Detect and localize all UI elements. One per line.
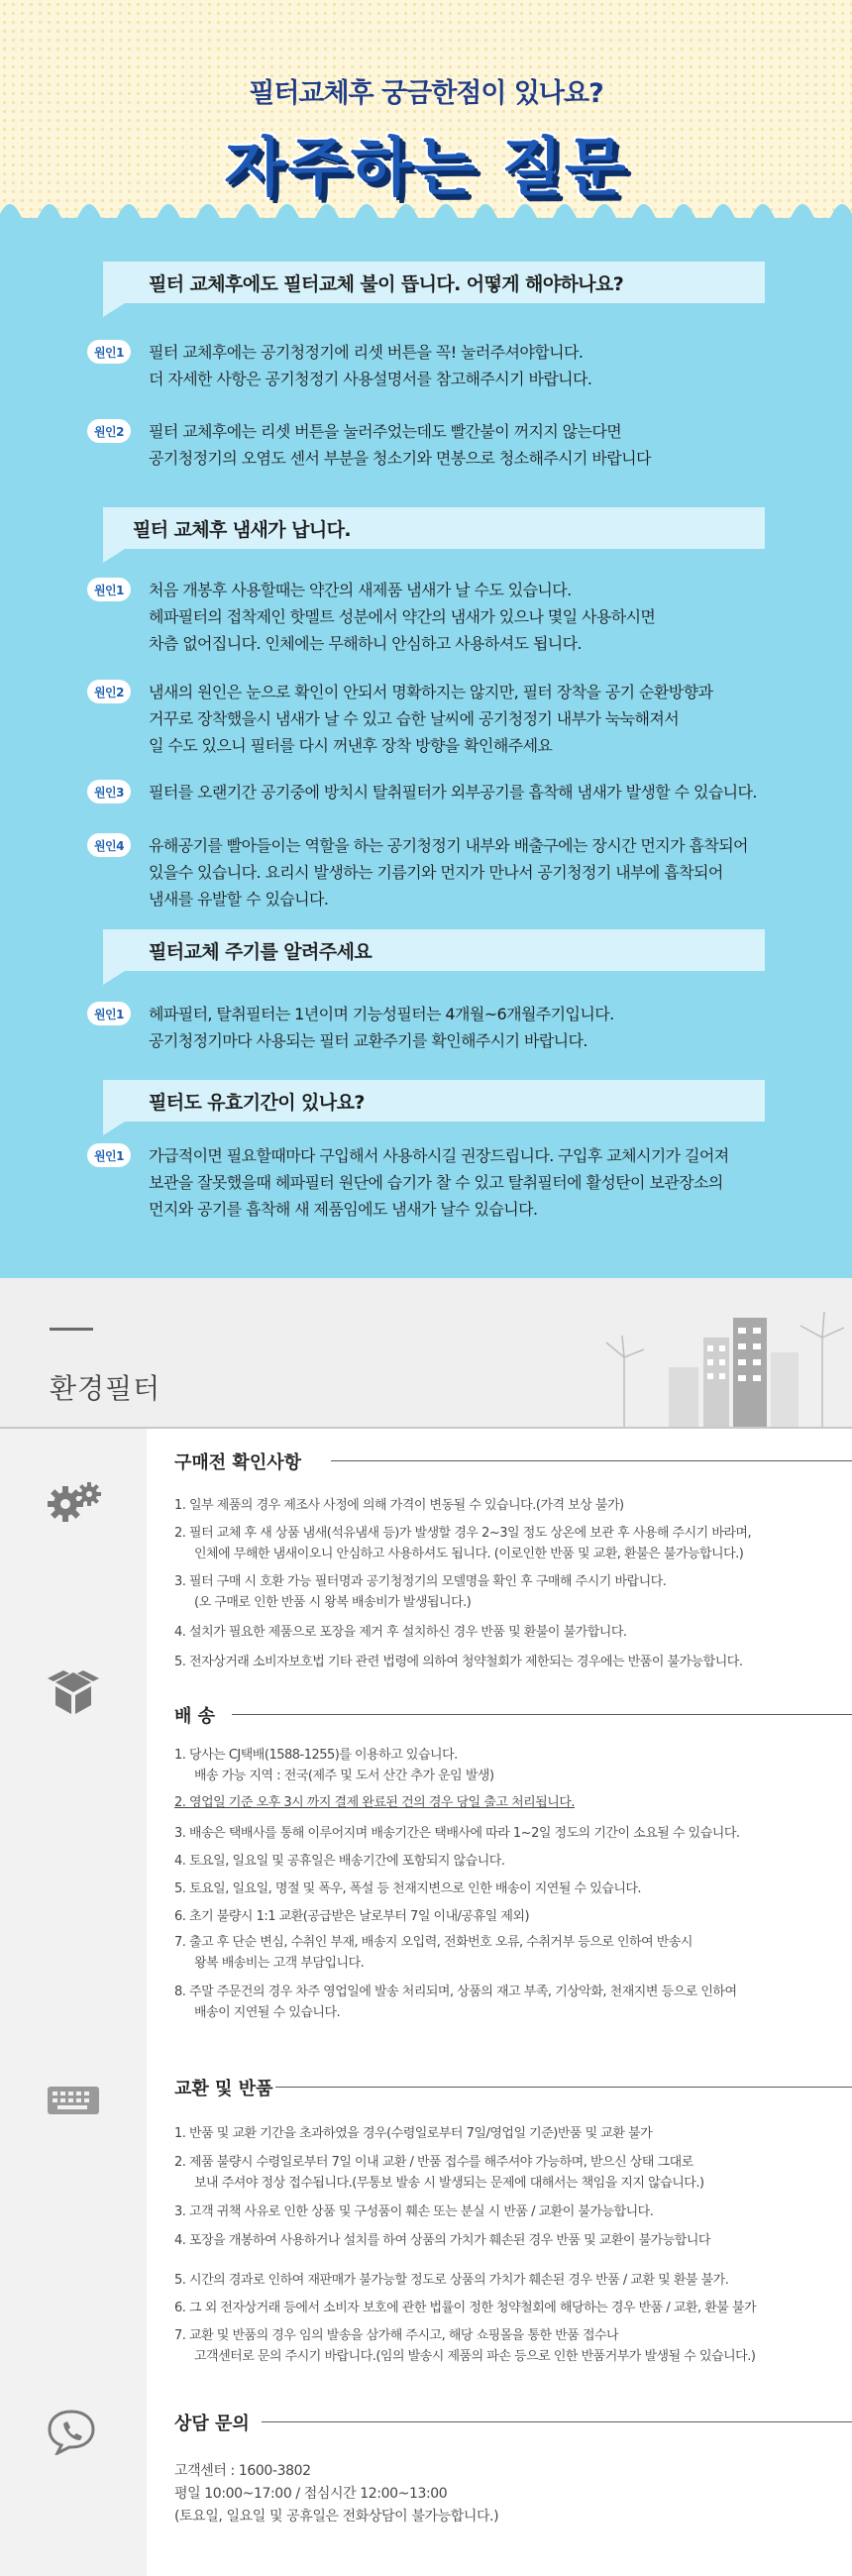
section-divider — [275, 2087, 852, 2088]
city-skyline-icon — [585, 1298, 852, 1427]
answer-text: 가급적이면 필요할때마다 구입해서 사용하시길 권장드립니다. 구입후 교체시기가 길어져 보관을 잘못했을때 헤파필터 원단에 습기가 찰 수 있고 탈취필터에 활성탄이 보관장소의 먼지와 공기를 흡착해 새 제품임에도 냄새가 날수 있습니다. — [149, 1146, 729, 1219]
answer-text: 필터 교체후에는 공기청정기에 리셋 버튼을 꼭! 눌러주셔야합니다. 더 자세한 사항은 공기청정기 사용설명서를 참고해주시기 바랍니다. — [149, 343, 592, 388]
cause-badge: 원인1 — [87, 578, 131, 601]
box-icon — [44, 1670, 103, 1716]
list-item: 5. 전자상거래 소비자보호법 기타 관련 법령에 의하여 청약철회가 제한되는 경우에는 반품이 불가능합니다. — [174, 1655, 743, 1669]
faq-section — [0, 0, 852, 1278]
faq-subtitle: 필터교체후 궁금한점이 있나요? — [249, 78, 603, 109]
list-item: 3. 배송은 택배사를 통해 이루어지며 배송기간은 택배사에 따라 1~2일 정도의 기간이 소요될 수 있습니다. — [174, 1826, 740, 1841]
info-header — [0, 1278, 852, 1429]
cause-badge: 원인1 — [87, 340, 131, 364]
section-title-delivery: 배 송 — [174, 1706, 216, 1727]
list-item: 7. 출고 후 단순 변심, 수취인 부재, 배송지 오입력, 전화번호 오류, 수취거부 등으로 인하여 반송시 왕복 배송비는 고객 부담입니다. — [174, 1935, 692, 1971]
cause-badge: 원인3 — [87, 780, 131, 804]
list-item: 3. 필터 구매 시 호환 가능 필터명과 공기청정기의 모델명을 확인 후 구매해 주시기 바랍니다. (오 구매로 인한 반품 시 왕복 배송비가 발생됩니다.) — [174, 1574, 667, 1610]
list-item: 5. 시간의 경과로 인하여 재판매가 불가능할 정도로 상품의 가치가 훼손된 경우 반품 / 교환 및 환불 불가. — [174, 2273, 729, 2288]
list-item: 5. 토요일, 일요일, 명절 및 폭우, 폭설 등 천재지변으로 인한 배송이 지연될 수 있습니다. — [174, 1881, 642, 1896]
list-item: 8. 주말 주문건의 경우 차주 영업일에 발송 처리되며, 상품의 재고 부족, 기상악화, 천재지변 등으로 인하여 배송이 지연될 수 있습니다. — [174, 1985, 737, 2020]
faq-title: 자주하는 질문 — [224, 132, 628, 205]
answer-text: 유해공기를 빨아들이는 역할을 하는 공기청정기 내부와 배출구에는 장시간 먼지가 흡착되어 있을수 있습니다. 요리시 발생하는 기름기와 먼지가 만나서 공기청정기 내부에 흡착되어 냄새를 유발할 수 있습니다. — [149, 836, 748, 909]
question-text: 필터도 유효기간이 있나요? — [149, 1091, 365, 1114]
section-title-contact: 상담 문의 — [174, 2414, 250, 2434]
answer-text: 필터 교체후에는 리셋 버튼을 눌러주었는데도 빨간불이 꺼지지 않는다면 공기청정기의 오염도 센서 부분을 청소기와 면봉으로 청소해주시기 바랍니다 — [149, 422, 651, 468]
info-sidebar — [0, 1429, 147, 2576]
list-item: 2. 필터 교체 후 새 상품 냄새(석유냄새 등)가 발생할 경우 2~3일 정도 상온에 보관 후 사용해 주시기 바라며, 인체에 무해한 냄새이오니 안심하고 사용하셔도 됩니다. (이로인한 반품 및 교환, 환불은 불가능합니다.) — [174, 1526, 752, 1561]
contact-phone: 고객센터 : 1600-3802 — [174, 2463, 311, 2479]
question-1-box — [103, 262, 765, 303]
question-3-box — [103, 929, 765, 971]
keyboard-icon — [44, 2081, 103, 2120]
question-text: 필터 교체후 냄새가 납니다. — [133, 518, 351, 541]
question-4-box — [103, 1080, 765, 1122]
header-accent-bar — [50, 1328, 93, 1331]
list-item: 2. 제품 불량시 수령일로부터 7일 이내 교환 / 반품 접수를 해주셔야 가능하며, 받으신 상태 그대로 보내 주셔야 정상 접수됩니다.(무통보 발송 시 발생되는 문제에 대해서는 책임을 지지 않습니다.) — [174, 2155, 704, 2191]
list-item: 6. 초기 불량시 1:1 교환(공급받은 날로부터 7일 이내/공휴일 제외) — [174, 1909, 530, 1924]
cause-badge: 원인2 — [87, 680, 131, 703]
phone-bubble-icon — [44, 2408, 99, 2455]
list-item: 2. 영업일 기준 오후 3시 까지 결제 완료된 건의 경우 당일 출고 처리됩니다. — [174, 1795, 576, 1810]
section-title-exchange: 교환 및 반품 — [174, 2079, 273, 2099]
answer-text: 헤파필터, 탈취필터는 1년이며 기능성필터는 4개월~6개월주기입니다. 공기청정기마다 사용되는 필터 교환주기를 확인해주시기 바랍니다. — [149, 1005, 614, 1050]
list-item: 4. 토요일, 일요일 및 공휴일은 배송기간에 포함되지 않습니다. — [174, 1854, 505, 1869]
info-title: 환경필터 — [50, 1372, 161, 1405]
gear-icon — [44, 1478, 107, 1526]
question-2-box — [103, 507, 765, 549]
section-divider — [331, 1460, 852, 1461]
section-title-purchase: 구매전 확인사항 — [174, 1452, 301, 1473]
section-divider — [232, 1714, 852, 1715]
cause-badge: 원인1 — [87, 1002, 131, 1025]
question-text: 필터 교체후에도 필터교체 불이 뜹니다. 어떻게 해야하나요? — [149, 272, 624, 295]
cause-badge: 원인2 — [87, 419, 131, 443]
answer-text: 냄새의 원인은 눈으로 확인이 안되서 명확하지는 않지만, 필터 장착을 공기 순환방향과 거꾸로 장착했을시 냄새가 날 수 있고 습한 날씨에 공기청정기 내부가 눅눅해져서 일 수도 있으니 필터를 다시 꺼낸후 장착 방향을 확인해주세요 — [149, 683, 713, 755]
answer-text: 필터를 오랜기간 공기중에 방치시 탈취필터가 외부공기를 흡착해 냄새가 발생할 수 있습니다. — [149, 783, 757, 802]
question-text: 필터교체 주기를 알려주세요 — [149, 940, 373, 963]
contact-note: (토요일, 일요일 및 공휴일은 전화상담이 불가능합니다.) — [174, 2509, 499, 2524]
list-item: 1. 반품 및 교환 기간을 초과하였을 경우(수령일로부터 7일/영업일 기준)반품 및 교환 불가 — [174, 2126, 653, 2141]
contact-hours: 평일 10:00~17:00 / 점심시간 12:00~13:00 — [174, 2486, 448, 2502]
cause-badge: 원인1 — [87, 1143, 131, 1167]
list-item: 6. 그 외 전자상거래 등에서 소비자 보호에 관한 법률이 정한 청약철회에 해당하는 경우 반품 / 교환, 환불 불가 — [174, 2301, 757, 2315]
list-item: 3. 고객 귀책 사유로 인한 상품 및 구성품이 훼손 또는 분실 시 반품 / 교환이 불가능합니다. — [174, 2204, 654, 2219]
list-item: 4. 포장을 개봉하여 사용하거나 설치를 하여 상품의 가치가 훼손된 경우 반품 및 교환이 불가능합니다 — [174, 2233, 710, 2248]
list-item: 7. 교환 및 반품의 경우 임의 발송을 삼가해 주시고, 해당 쇼핑몰을 통한 반품 접수나 고객센터로 문의 주시기 바랍니다.(임의 발송시 제품의 파손 등으로 인한 반품거부가 발생될 수 있습니다.) — [174, 2328, 756, 2364]
list-item: 1. 당사는 CJ택배(1588-1255)를 이용하고 있습니다. 배송 가능 지역 : 전국(제주 및 도서 산간 추가 운임 발생) — [174, 1748, 494, 1783]
list-item: 1. 일부 제품의 경우 제조사 사정에 의해 가격이 변동될 수 있습니다.(가격 보상 불가) — [174, 1498, 624, 1513]
info-section — [0, 1278, 852, 2576]
section-divider — [262, 2421, 852, 2422]
cause-badge: 원인4 — [87, 833, 131, 857]
answer-text: 처음 개봉후 사용할때는 약간의 새제품 냄새가 날 수도 있습니다. 헤파필터의 접착제인 핫멜트 성분에서 약간의 냄새가 있으나 몇일 사용하시면 차츰 없어집니다. 인체에는 무해하니 안심하고 사용하셔도 됩니다. — [149, 581, 656, 653]
list-item: 4. 설치가 필요한 제품으로 포장을 제거 후 설치하신 경우 반품 및 환불이 불가합니다. — [174, 1625, 627, 1640]
contact-info — [174, 2460, 498, 2528]
